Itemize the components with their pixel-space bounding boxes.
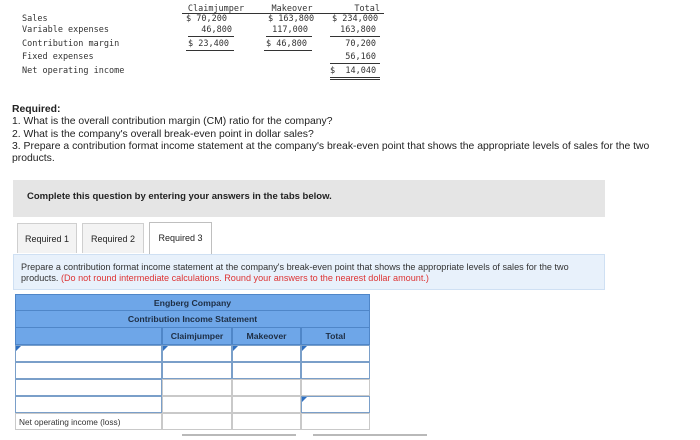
tab-required-1[interactable]: Required 1 (17, 223, 77, 253)
instruction-note: (Do not round intermediate calculations. Round your answers to the nearest dollar amount.) (60, 273, 429, 283)
tab-required-2[interactable]: Required 2 (82, 223, 144, 253)
statement-col-claimjumper: Claimjumper (162, 328, 232, 345)
header-blank (15, 328, 162, 345)
complete-banner: Complete this question by entering your answers in the tabs below. (13, 180, 605, 217)
makeover-input-2[interactable] (232, 362, 301, 379)
col-header-makeover: Makeover (271, 4, 313, 14)
label-input-1[interactable] (15, 345, 162, 362)
col-header-total: Total (354, 4, 380, 14)
statement-title: Contribution Income Statement (15, 311, 370, 328)
total-cell-3[interactable] (301, 379, 370, 396)
required-section (12, 104, 682, 165)
makeover-cell-4[interactable] (232, 396, 301, 413)
required-item-3: 3. Prepare a contribution format income statement at the company's break-even point that shows the appropriate levels of sales for the two products. (12, 140, 650, 165)
label-input-4[interactable] (15, 396, 162, 413)
claimjumper-cell-3[interactable] (162, 379, 232, 396)
claimjumper-cell-4[interactable] (162, 396, 232, 413)
statement-company: Engberg Company (15, 294, 370, 311)
required-item-1: 1. What is the overall contribution margin (CM) ratio for the company? (12, 116, 333, 128)
claimjumper-net-cell[interactable] (162, 413, 232, 430)
claimjumper-input-2[interactable] (162, 362, 232, 379)
label-input-2[interactable] (15, 362, 162, 379)
total-input-1[interactable] (301, 345, 370, 362)
makeover-cell-3[interactable] (232, 379, 301, 396)
required-item-2: 2. What is the company's overall break-even point in dollar sales? (12, 128, 314, 140)
instruction-text: Prepare a contribution format income statement at the company's break-even point that shows the appropriate levels of sales for the two products. (21, 262, 569, 283)
label-input-3[interactable] (15, 379, 162, 396)
bottom-button-edge-right (313, 434, 427, 440)
makeover-input-1[interactable] (232, 345, 301, 362)
claimjumper-input-1[interactable] (162, 345, 232, 362)
col-header-claimjumper: Claimjumper (187, 4, 245, 14)
total-input-2[interactable] (301, 362, 370, 379)
required-heading: Required: (12, 104, 61, 115)
total-input-4[interactable] (301, 396, 370, 413)
net-operating-income-label: Net operating income (loss) (15, 413, 162, 430)
total-net-cell[interactable] (301, 413, 370, 430)
makeover-net-cell[interactable] (232, 413, 301, 430)
bottom-button-edge-left (182, 434, 296, 440)
tab-required-3[interactable]: Required 3 (149, 222, 212, 254)
instruction-panel (13, 254, 605, 290)
statement-col-total: Total (301, 328, 370, 345)
statement-col-makeover: Makeover (232, 328, 301, 345)
